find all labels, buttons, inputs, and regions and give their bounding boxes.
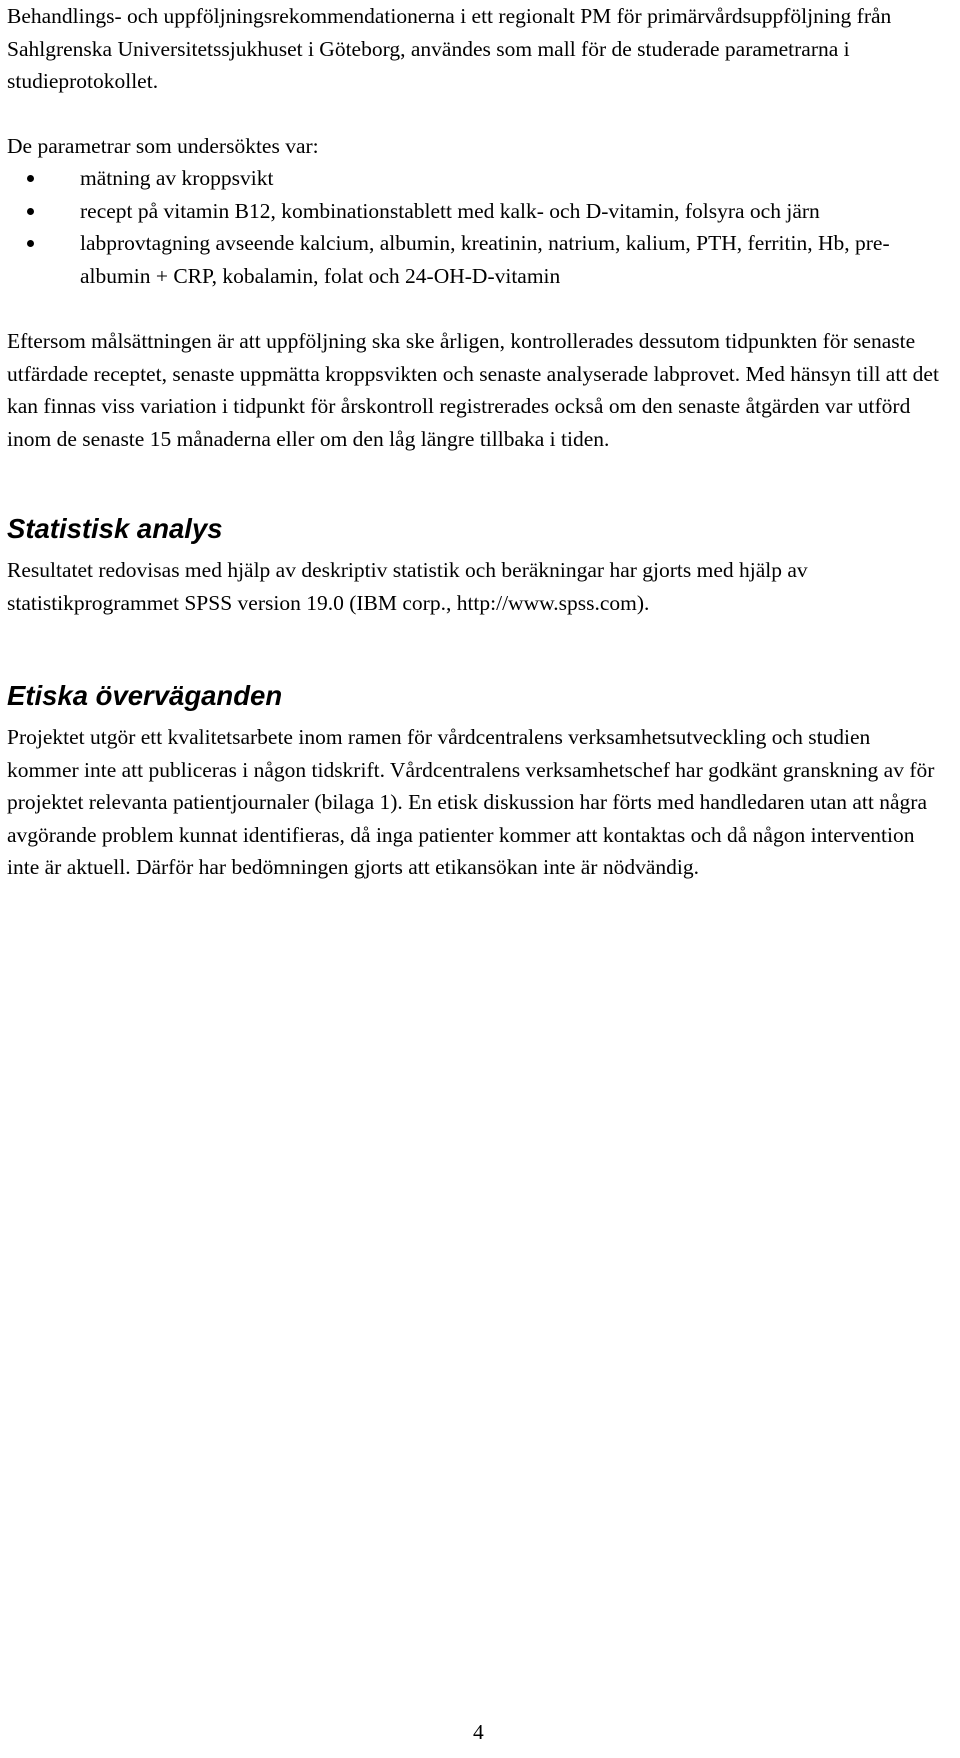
- list-item: [7, 195, 947, 228]
- section-heading-statistisk-analys: Statistisk analys: [7, 513, 223, 544]
- parameters-intro: De parametrar som undersöktes var:: [7, 133, 319, 158]
- bullet-icon: [27, 208, 34, 215]
- section-text-statistisk-analys: Resultatet redovisas med hjälp av deskriptiv statistik och beräkningar har gjorts med hjälp av statistikprogrammet SPSS version 19.0 (IBM corp., http://www.spss.com).: [7, 558, 808, 615]
- bullet-icon: [27, 240, 34, 247]
- list-item: [7, 227, 947, 292]
- bullet-icon: [27, 175, 34, 182]
- list-item-text: labprovtagning avseende kalcium, albumin, kreatinin, natrium, kalium, PTH, ferritin, Hb, pre-albumin + CRP, kobalamin, folat och 24-OH-D-vitamin: [80, 231, 890, 288]
- followup-paragraph: Eftersom målsättningen är att uppföljning ska ske årligen, kontrollerades dessutom tidpunkten för senaste utfärdade receptet, senaste uppmätta kroppsvikten och senaste analyserade labprovet. Med hänsyn till att det kan finnas viss variation i tidpunkt för årskontroll registrerades också om den senaste åtgärden var utförd inom de senaste 15 månaderna eller om den låg längre tillbaka i tiden.: [7, 329, 939, 451]
- list-item: [7, 162, 947, 195]
- intro-paragraph: Behandlings- och uppföljningsrekommendationerna i ett regionalt PM för primärvårdsuppföljning från Sahlgrenska Universitetssjukhuset i Göteborg, användes som mall för de studerade parametrarna i studieprotokollet.: [7, 4, 892, 93]
- list-item-text: recept på vitamin B12, kombinationstablett med kalk- och D-vitamin, folsyra och järn: [80, 198, 820, 223]
- parameters-list: [7, 162, 947, 292]
- document-page: [7, 0, 947, 884]
- section-text-etiska-overvaganden: Projektet utgör ett kvalitetsarbete inom ramen för vårdcentralens verksamhetsutveckling och studien kommer inte att publiceras i någon tidskrift. Vårdcentralens verksamhetschef har godkänt granskning av för projektet relevanta patientjournaler (bilaga 1). En etisk diskussion har förts med handledaren utan att några avgörande problem kunnat identifieras, då inga patienter kommer att kontaktas och då någon intervention inte är aktuell. Därför har bedömningen gjorts att etikansökan inte är nödvändig.: [7, 725, 935, 879]
- list-item-text: mätning av kroppsvikt: [80, 166, 274, 190]
- page-number: 4: [473, 1720, 484, 1744]
- section-heading-etiska-overvaganden: Etiska överväganden: [7, 680, 283, 711]
